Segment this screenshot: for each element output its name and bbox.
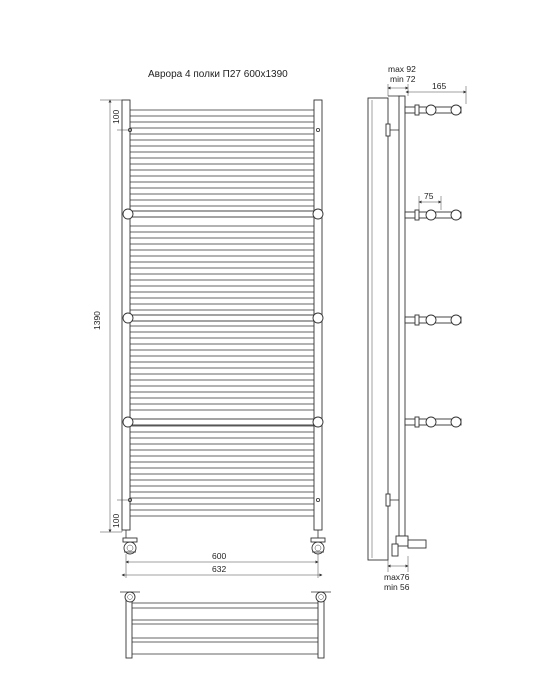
side-shelf-rail	[451, 315, 461, 325]
side-shelf-rail	[426, 315, 436, 325]
side-shelf-bracket	[415, 105, 419, 115]
side-shelf-rail	[426, 210, 436, 220]
left-valve	[123, 530, 137, 554]
drawing-title: Аврора 4 полки П27 600х1390	[148, 69, 288, 80]
side-shelf-bracket	[415, 210, 419, 220]
shelf-joint	[313, 313, 323, 323]
shelves	[123, 209, 323, 427]
shelf-joint	[123, 313, 133, 323]
rail-spacing-label: 75	[424, 191, 434, 201]
top-view	[120, 592, 331, 658]
side-shelf-rail	[426, 105, 436, 115]
height-dimension-label: 1390	[92, 311, 102, 330]
top-offset-label: 100	[111, 109, 121, 124]
side-shelf-rail	[451, 417, 461, 427]
top-depth-min-label: min 72	[390, 74, 416, 84]
width-axis-label: 600	[212, 551, 227, 561]
shelf-band	[130, 419, 314, 425]
bottom-offset-label: 100	[111, 513, 121, 528]
front-view	[92, 100, 325, 578]
side-shelf-rail	[451, 105, 461, 115]
top-depth-max-label: max 92	[388, 64, 416, 74]
shelf-joint	[123, 417, 133, 427]
shelf-band	[130, 315, 314, 321]
shelf-band	[130, 211, 314, 217]
side-shelf-bracket	[415, 315, 419, 325]
side-shelves	[405, 105, 461, 427]
shelf-joint	[313, 417, 323, 427]
front-bars	[130, 110, 314, 516]
bottom-depth-max-label: max76	[384, 572, 410, 582]
width-total-label: 632	[212, 564, 227, 574]
shelf-depth-label: 165	[432, 81, 447, 91]
side-shelf-rail	[451, 210, 461, 220]
side-view	[368, 64, 466, 592]
shelf-joint	[313, 209, 323, 219]
bottom-depth-min-label: min 56	[384, 582, 410, 592]
right-valve	[311, 530, 325, 554]
side-shelf-bracket	[415, 417, 419, 427]
side-shelf-rail	[426, 417, 436, 427]
shelf-joint	[123, 209, 133, 219]
